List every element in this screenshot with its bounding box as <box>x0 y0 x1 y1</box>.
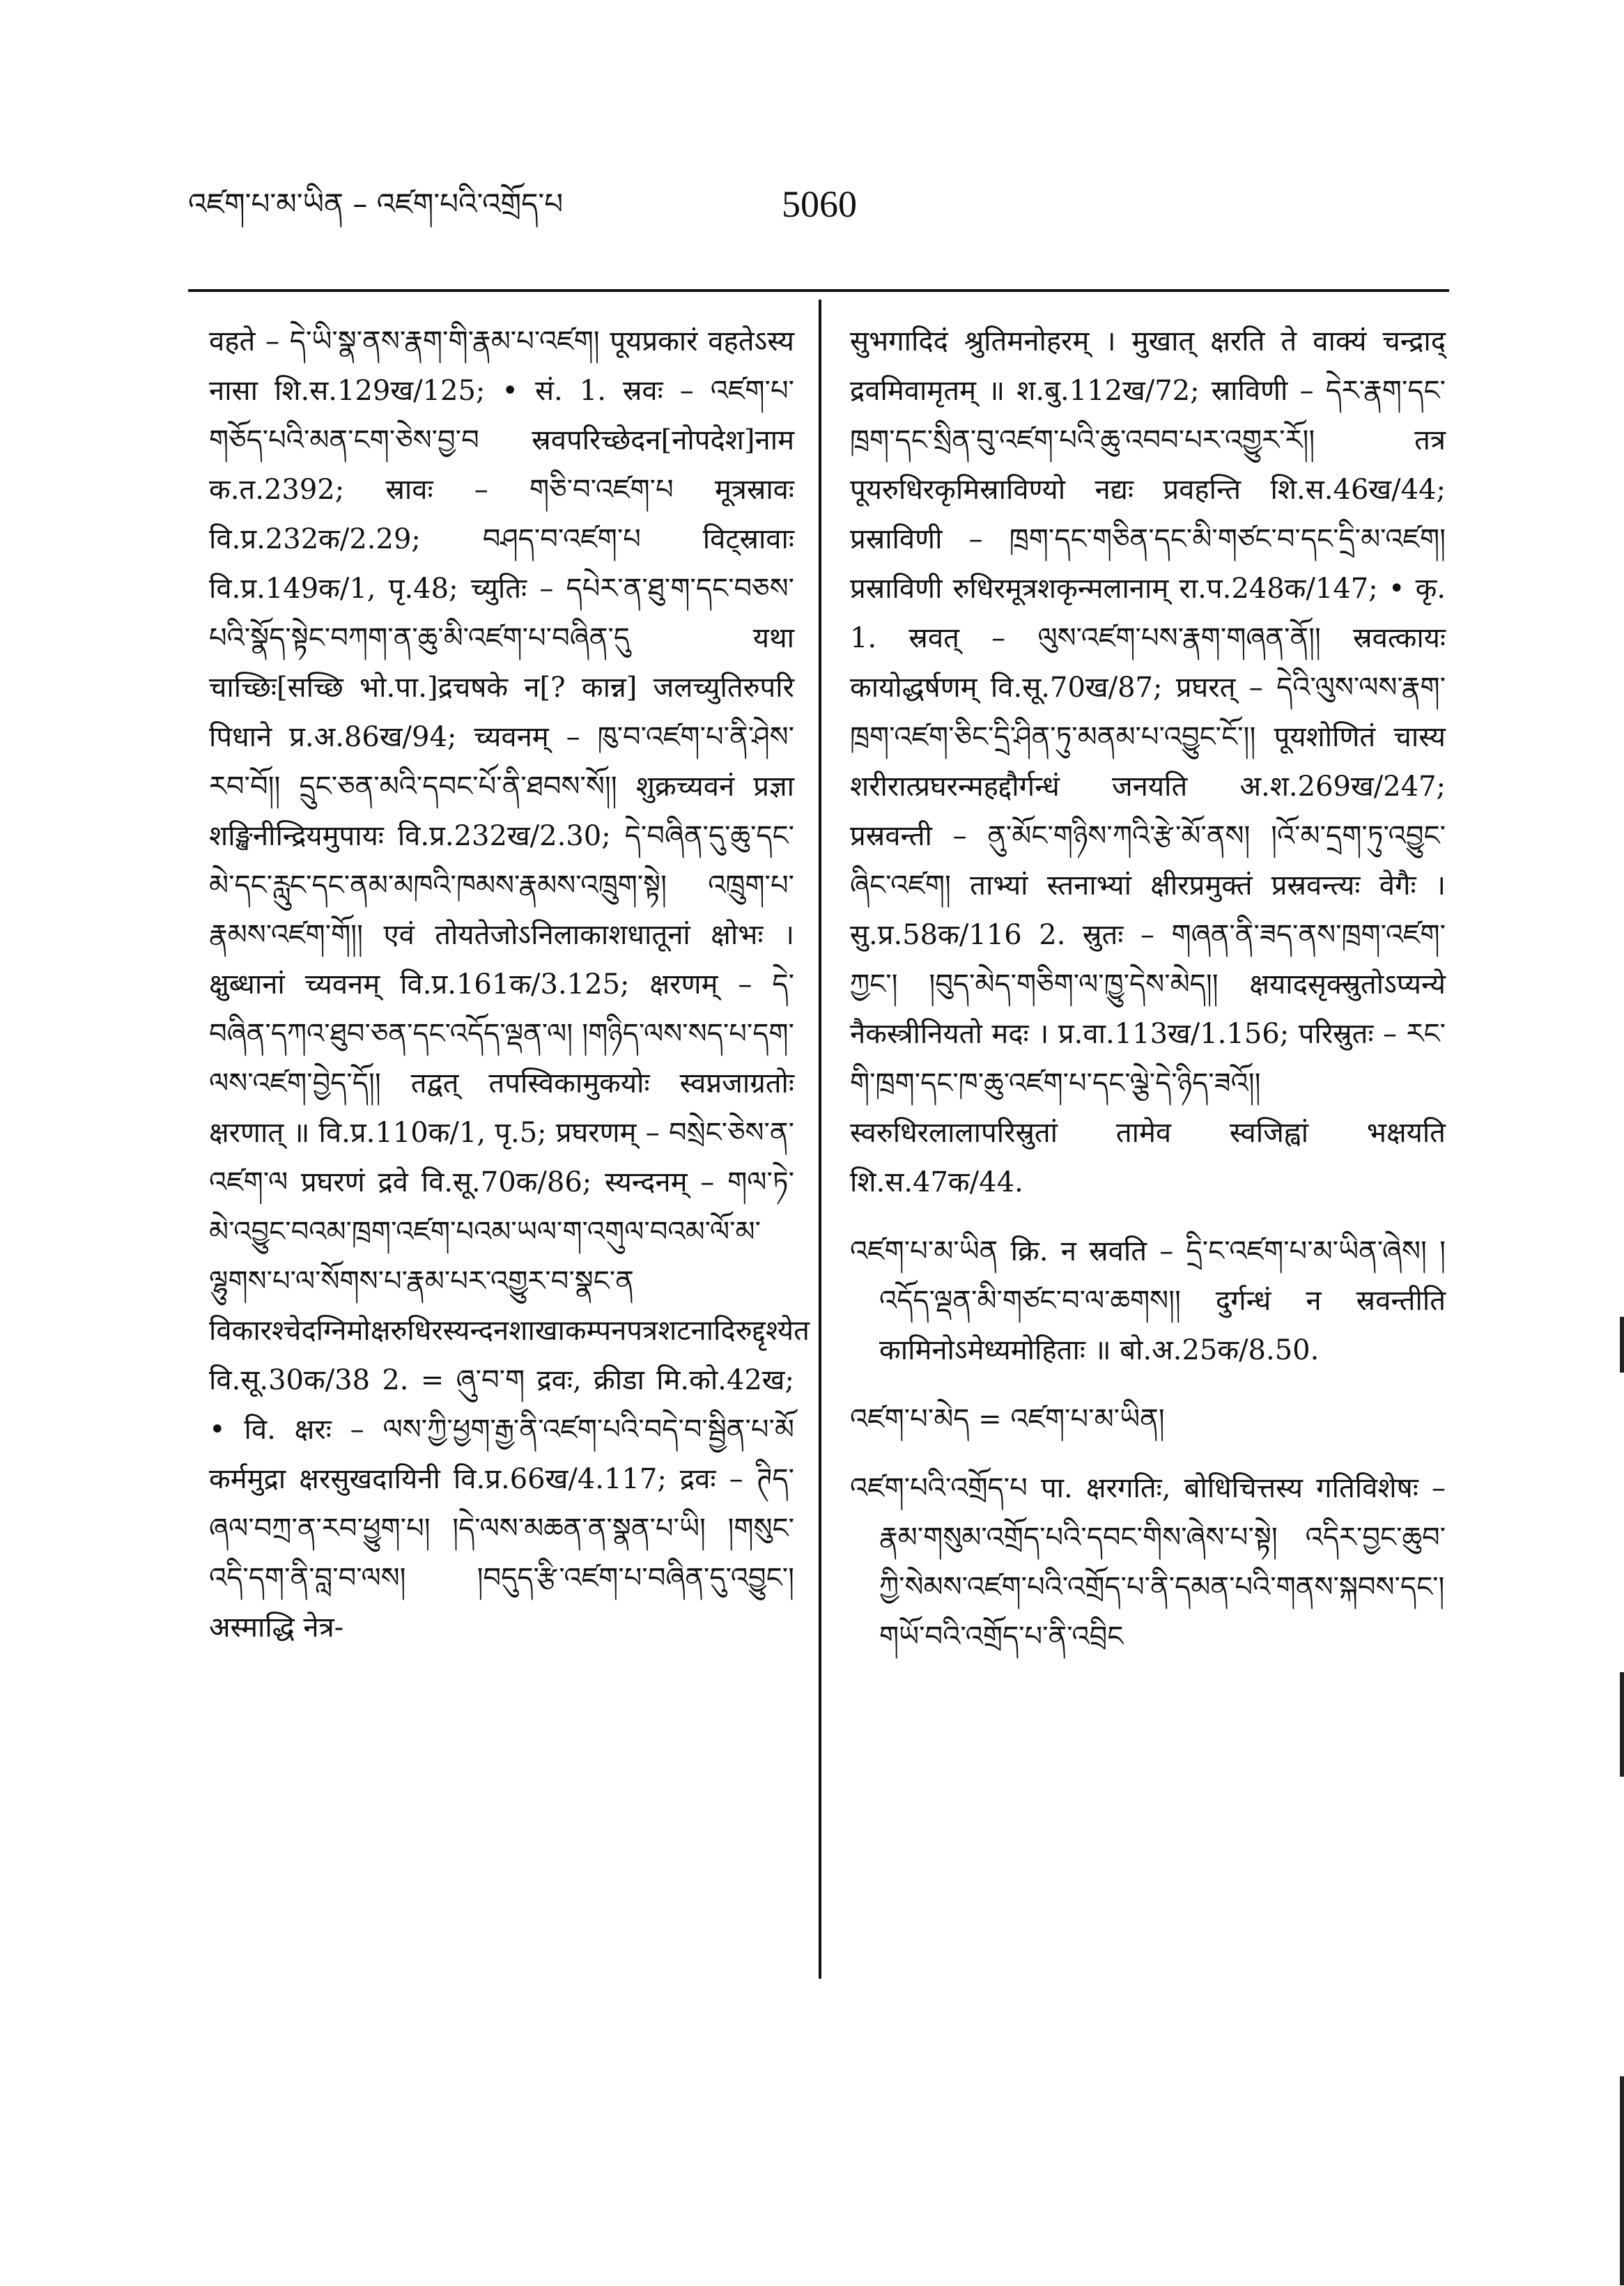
margin-mark <box>1620 1317 1624 1373</box>
entry-continuation-text: वहते – དེ་ཡི་སྣ་ནས་རྣག་གི་རྣམ་པ་འཛག། पूयप्रकारं वहतेऽस्य नासा शि.स.129ख/125; • सं. 1. स्रवः – འཛག་པ་གཅོད་པའི་མན་ངག་ཅེས་བྱ་བ स्रवपरिच्छेदन[नोपदेश]नाम क.त.2392; स्रावः – གཅི་བ་འཛག་པ मूत्रस्रावः वि.प्र.232क/2.29; བཤད་བ་འཛག་པ विट्स्रावाः वि.प्र.149क/1, पृ.48; च्युतिः – དཔེར་ན་ཐུ་ག་དང་བཅས་པའི་སྣོད་སྟེང་བཀག་ན་ཆུ་མི་འཛག་པ་བཞིན་དུ यथा चाच्छिः[सच्छि भो.पा.]द्रचषके न[? कान्न] जलच्युतिरुपरि पिधाने प्र.अ.86ख/94; च्यवनम् – ཁུ་བ་འཛག་པ་ནི་ཤེས་རབ་བོ།། དྲུང་ཅན་མའི་དབང་པོ་ནི་ཐབས་སོ།། शुक्रच्यवनं प्रज्ञा शङ्खिनीन्द्रियमुपायः वि.प्र.232ख/2.30; དེ་བཞིན་དུ་ཆུ་དང་མེ་དང་རླུང་དང་ནམ་མཁའི་ཁམས་རྣམས་འཁྲུག་སྟེ། འཁྲུག་པ་རྣམས་འཛག་གོ།། एवं तोयतेजोऽनिलाकाशधातूनां क्षोभः । क्षुब्धानां च्यवनम् वि.प्र.161क/3.125; क्षरणम् – དེ་བཞིན་དཀའ་ཐུབ་ཅན་དང་འདོད་ལྡན་ལ། །གཉིད་ལས་སད་པ་དག་ལས་འཛག་བྱེད་དོ།། तद्वत् तपस्विकामुकयोः स्वप्नजाग्रतोः क्षरणात् ॥ वि.प्र.110क/1, पृ.5; प्रघरणम् – བསྲེང་ཅེས་ན་འཛག་ལ प्रघरणं द्रवे वि.सू.70क/86; स्यन्दनम् – གལ་ཏེ་མེ་འབྱུང་བའམ་ཁྲག་འཛག་པའམ་ཡལ་ག་འགུལ་བའམ་ལོ་མ་ལྷུགས་པ་ལ་སོགས་པ་རྣམ་པར་འགྱུར་བ་སྣང་ན विकारश्चेदग्निमोक्षरुधिरस्यन्दनशाखाकम्पनपत्रशटनादिरुद्दृश्येत वि.सू.30क/38 2. = ཞུ་བ་ག द्रवः, क्रीडा मि.को.42ख; • वि. क्षरः – ལས་ཀྱི་ཕྱག་རྒྱ་ནི་འཛག་པའི་བདེ་བ་སྦྱིན་པ་མོ कर्ममुद्रा क्षरसुखदायिनी वि.प्र.66ख/4.117; द्रवः – ཊིད་ཞལ་བཀྲ་ན་རབ་ཕྱུག་པ། །དེ་ལས་མཆན་ན་སྣན་པ་ཡི། །གསུང་འདི་དག་ནི་བླ་བ་ལས། །བདུད་རྩི་འཛག་པ་བཞིན་དུ་འབྱུང་། अस्माद्धि नेत्र- <box>209 325 810 1644</box>
margin-mark <box>1620 1672 1624 1777</box>
header-rule <box>188 289 1449 292</box>
entry-continuation-text: सुभगादिदं श्रुतिमनोहरम् । मुखात् क्षरति ते वाक्यं चन्द्राद् द्रवमिवामृतम् ॥ श.बु.112ख/72; स्राविणी – དེར་རྣག་དང་ཁྲག་དང་སྲིན་བུ་འཛག་པའི་ཆུ་འབབ་པར་འགྱུར་རོ།། तत्र पूयरुधिरकृमिस्राविण्यो नद्यः प्रवहन्ति शि.स.46ख/44; प्रस्राविणी – ཁྲག་དང་གཅིན་དང་མི་གཙང་བ་དང་དྲི་མ་འཛག། प्रस्राविणी रुधिरमूत्रशकृन्मलानाम् रा.प.248क/147; • कृ. 1. स्रवत् – ལུས་འཛག་པས་རྣག་གཞན་ནོ།། स्रवत्कायः कायोद्धर्षणम् वि.सू.70ख/87; प्रघरत् – དེའི་ལུས་ལས་རྣག་ཁྲག་འཛག་ཅིང་དྲི་ཤིན་ཏུ་མནམ་པ་འབྱུང་ངོ་།། पूयशोणितं चास्य शरीरात्प्रघरन्महद्दौर्गन्धं जनयति अ.श.269ख/247; प्रस्रवन्ती – ནུ་མོང་གཉིས་ཀའི་རྩེ་མོ་ནས། །འོ་མ་དྲག་ཏུ་འབྱུང་ཞིང་འཛག། ताभ्यां स्तनाभ्यां क्षीरप्रमुक्तं प्रस्रवन्त्यः वेगैः । सु.प्र.58क/116 2. स्रुतः – གཞན་ནི་ཟད་ནས་ཁྲག་འཛག་ཀྱང་། །བུད་མེད་གཅིག་ལ་ཁྱུ་དེས་མེད།། क्षयादसृक्स्रुतोऽप्यन्ये नैकस्त्रीनियतो मदः । प्र.वा.113ख/1.156; परिस्रुतः – རང་གི་ཁྲག་དང་ཁ་ཆུ་འཛག་པ་དང་ལྕེ་དེ་ཉིད་ཟའོ།། स्वरुधिरलालापरिस्रुतां तामेव स्वजिह्वां भक्षयति शि.स.47क/44. <box>850 325 1446 1198</box>
dictionary-entry: འཛག་པ་མེད = འཛག་པ་མ་ཡིན། <box>850 1403 1165 1435</box>
page-number: 5060 <box>782 183 857 225</box>
left-column <box>209 317 810 1653</box>
dictionary-entry: འཛག་པའི་འགྲོད་པ पा. क्षरगतिः, बोधिचित्तस्य गतिविशेषः – རྣམ་གསུམ་འགྲོད་པའི་དབང་གིས་ཞེས་པ་སྟེ། འདིར་བྱང་ཆུབ་ཀྱི་སེམས་འཛག་པའི་འགྲོད་པ་ནི་དམན་པའི་གནས་སྐབས་དང་། གཡོ་བའི་འགྲོད་པ་ནི་འབྲིང <box>850 1472 1446 1653</box>
dictionary-entry: འཛག་པ་མ་ཡིན क्रि. न स्रवति – དྲི་ང་འཛག་པ་མ་ཡིན་ཞེས། །འདོད་ལྡན་མི་གཙང་བ་ལ་ཆགས།། दुर्गन्धं न स्रवन्तीति कामिनोऽमेध्यमोहिताः ॥ बो.अ.25क/8.50. <box>850 1235 1446 1366</box>
column-divider <box>819 300 821 1979</box>
right-column <box>850 317 1446 1662</box>
margin-mark <box>1620 2076 1624 2285</box>
running-head: འཛག་པ་མ་ཡིན – འཛག་པའི་འགྲོད་པ <box>188 187 564 221</box>
